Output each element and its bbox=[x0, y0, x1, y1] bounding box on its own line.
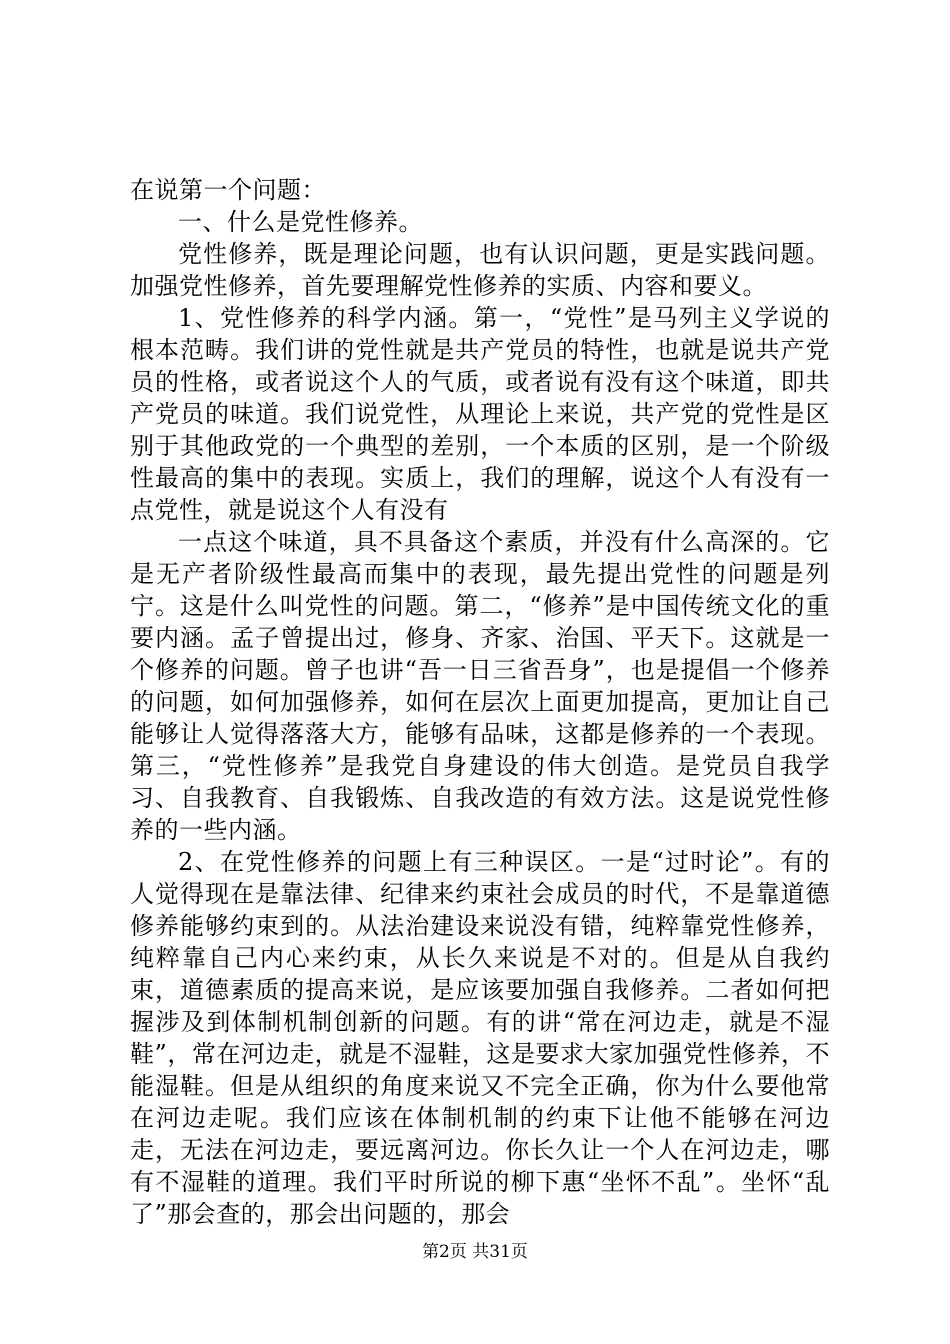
paragraph-intro: 在说第一个问题： bbox=[130, 176, 326, 204]
paragraph: 一点这个味道，具不具备这个素质，并没有什么高深的。它是无产者阶级性最高而集中的表现，最先提出党性的问题是列宁。这是什么叫党性的问题。第二，“修养”是中国传统文化的重要内涵。孟子曾提出过，修身、齐家、治国、平天下。这就是一个修养的问题。曾子也讲“吾一日三省吾身”，也是提倡一个修养的问题，如何加强修养，如何在层次上面更加提高，更加让自己能够让人觉得落落大方，能够有品味，这都是修养的一个表现。第三，“党性修养”是我党自身建设的伟大创造。是党员自我学习、自我教育、自我锻炼、自我改造的有效方法。这是说党性修养的一些内涵。 bbox=[130, 528, 830, 844]
document-body bbox=[130, 174, 830, 1230]
section-heading: 一、什么是党性修养。 bbox=[178, 208, 423, 236]
paragraph: 1、党性修养的科学内涵。第一，“党性”是马列主义学说的根本范畴。我们讲的党性就是共产党员的特性，也就是说共产党员的性格，或者说这个人的气质，或者说有没有这个味道，即共产党员的味道。我们说党性，从理论上来说，共产党的党性是区别于其他政党的一个典型的差别，一个本质的区别，是一个阶级性最高的集中的表现。实质上，我们的理解，说这个人有没有一点党性，就是说这个人有没有 bbox=[130, 304, 830, 524]
paragraph: 党性修养，既是理论问题，也有认识问题，更是实践问题。加强党性修养，首先要理解党性修养的实质、内容和要义。 bbox=[130, 240, 830, 300]
paragraph: 2、在党性修养的问题上有三种误区。一是“过时论”。有的人觉得现在是靠法律、纪律来约束社会成员的时代，不是靠道德修养能够约束到的。从法治建设来说没有错，纯粹靠党性修养，纯粹靠自己内心来约束，从长久来说是不对的。但是从自我约束，道德素质的提高来说，是应该要加强自我修养。二者如何把握涉及到体制机制创新的问题。有的讲“常在河边走，就是不湿鞋”，常在河边走，就是不湿鞋，这是要求大家加强党性修养，不能湿鞋。但是从组织的角度来说又不完全正确，你为什么要他常在河边走呢。我们应该在体制机制的约束下让他不能够在河边走，无法在河边走，要远离河边。你长久让一个人在河边走，哪有不湿鞋的道理。我们平时所说的柳下惠“坐怀不乱”。坐怀“乱了”那会查的，那会出问题的，那会 bbox=[130, 848, 830, 1228]
page-number-footer: 第2页 共31页 bbox=[422, 1242, 528, 1262]
